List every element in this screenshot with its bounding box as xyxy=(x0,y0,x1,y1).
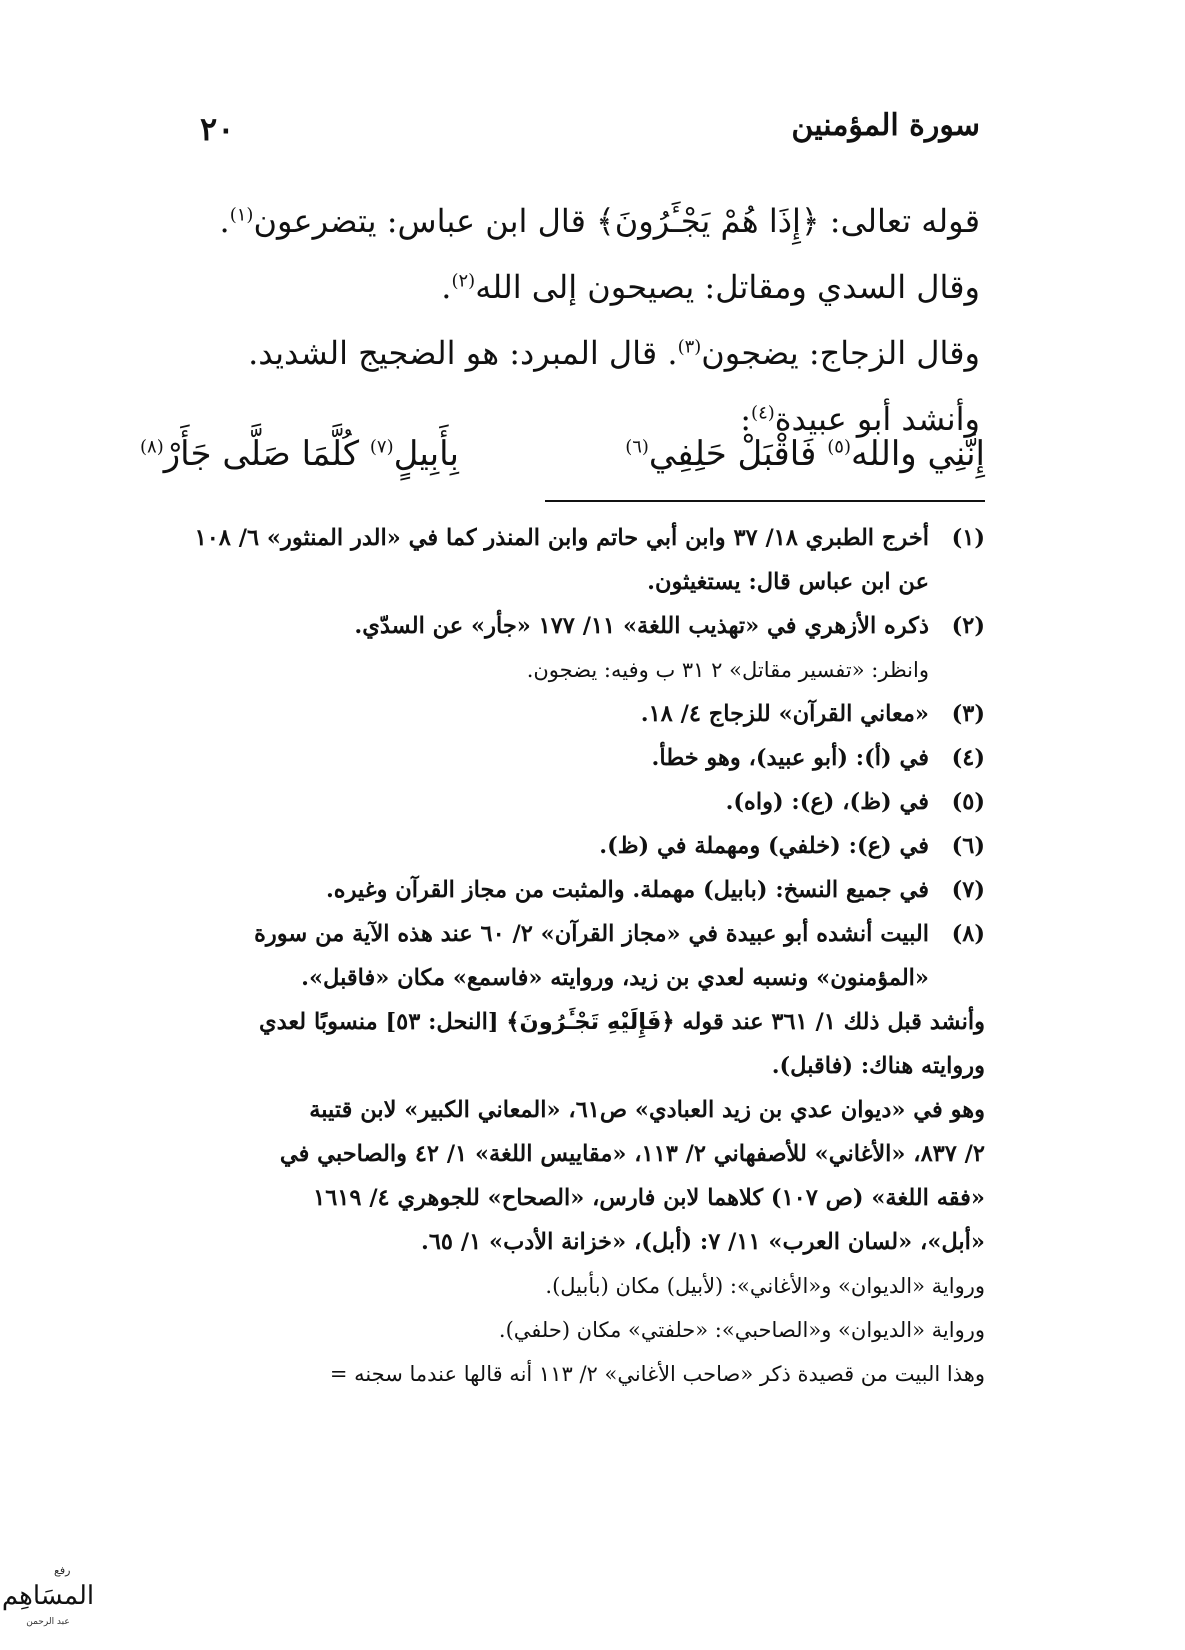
footnote-number: (٧) xyxy=(951,877,985,903)
quran-verse: ﴿إِذَا هُمْ يَجْـَٔرُونَ﴾ xyxy=(596,202,820,240)
footnote-6 xyxy=(140,824,985,868)
footnote-ref[interactable]: (٤) xyxy=(751,402,775,424)
footnote-line: «أبل»، «لسان العرب» ١١/ ٧: (أبل)، «خزانة الأدب» ١/ ٦٥. xyxy=(421,1229,985,1255)
first-hemistich xyxy=(625,434,985,474)
footnote-line: في (ع): (خلفي) ومهملة في (ظ). xyxy=(599,833,929,859)
main-line-2 xyxy=(140,254,980,320)
running-title: سورة المؤمنين xyxy=(791,108,980,143)
footnote-ref[interactable]: (٢) xyxy=(451,270,476,292)
footnote-line: البيت أنشده أبو عبيدة في «مجاز القرآن» ٢/ ٦٠ عند هذه الآية من سورة xyxy=(254,921,929,947)
page-header xyxy=(200,108,980,152)
footnote-ref[interactable]: (١) xyxy=(229,204,254,226)
footnote-line: ٢/ ٨٣٧، «الأغاني» للأصفهاني ٢/ ١١٣، «مقاييس اللغة» ١/ ٤٢ والصاحبي في xyxy=(279,1141,985,1167)
footnote-line: أخرج الطبري ١٨/ ٣٧ وابن أبي حاتم وابن المنذر كما في «الدر المنثور» ٦/ ١٠٨ xyxy=(194,525,929,551)
hemistich-text: بِأَبِيلٍ xyxy=(393,434,459,474)
footnote-7 xyxy=(140,868,985,912)
footnote-5 xyxy=(140,780,985,824)
footnote-ref[interactable]: (٣) xyxy=(677,336,702,358)
quran-verse: ﴿فَإِلَيْهِ تَجْـَٔرُونَ﴾ xyxy=(506,1009,675,1035)
footnote-number: (٨) xyxy=(951,921,985,947)
footnote-line: «فقه اللغة» (ص ١٠٧) كلاهما لابن فارس، «الصحاح» للجوهري ٤/ ١٦١٩ xyxy=(313,1185,985,1211)
page-number: ٢٠ xyxy=(200,110,235,148)
footnote-line: ورواية «الديوان» و«الأغاني»: (لأبيل) مكان (بأبيل). xyxy=(545,1274,985,1298)
footnote-8-continuation xyxy=(140,1000,985,1396)
footnote-line: وروايته هناك: (فاقبل). xyxy=(771,1053,985,1079)
footnote-separator xyxy=(545,500,985,502)
hemistich-text: فَاقْبَلْ حَلِفِي xyxy=(648,434,828,474)
footnote-number: (٥) xyxy=(951,789,985,815)
footnote-number: (٤) xyxy=(951,745,985,771)
footnote-number: (١) xyxy=(951,525,985,551)
footnote-4 xyxy=(140,736,985,780)
footnote-ref[interactable]: (٧) xyxy=(369,436,394,458)
footnote-line: وهذا البيت من قصيدة ذكر «صاحب الأغاني» ٢/ ١١٣ أنه قالها عندما سجنه = xyxy=(329,1362,985,1386)
footnote-ref[interactable]: (٥) xyxy=(827,436,851,458)
main-line-1-end: . xyxy=(219,202,230,240)
footnote-line: عن ابن عباس قال: يستغيثون. xyxy=(647,569,929,595)
footnote-text: [النحل: ٥٣] منسوبًا لعدي xyxy=(259,1009,507,1035)
footnote-number: (٦) xyxy=(951,833,985,859)
footnote-line xyxy=(140,1000,985,1044)
footnote-number: (٣) xyxy=(951,701,985,727)
main-line-4-text: وأنشد أبو عبيدة xyxy=(774,400,980,438)
publisher-logo-stamp xyxy=(1,1560,95,1632)
footnotes xyxy=(140,516,985,1396)
footnote-3 xyxy=(140,692,985,736)
footnote-1 xyxy=(140,516,985,604)
hemistich-text: إِنَّنِي والله xyxy=(850,434,985,474)
main-line-3-text-b: . قال المبرد: هو الضجيج الشديد. xyxy=(248,334,678,372)
main-line-1-text-b: قال ابن عباس: يتضرعون xyxy=(253,202,597,240)
main-line-3-text-a: وقال الزجاج: يضجون xyxy=(701,334,980,372)
footnote-line: وانظر: «تفسير مقاتل» ٢ ٣١ ب وفيه: يضجون. xyxy=(526,658,929,682)
footnote-line: «معاني القرآن» للزجاج ٤/ ١٨. xyxy=(640,701,929,727)
footnote-line: ورواية «الديوان» و«الصاحبي»: «حلفتي» مكان (حلفي). xyxy=(498,1318,985,1342)
svg-text:رفع: رفع xyxy=(54,1564,71,1577)
hemistich-text: كُلَّمَا صَلَّى جَأَرْ xyxy=(163,434,370,474)
footnote-2 xyxy=(140,604,985,692)
second-hemistich xyxy=(140,434,459,474)
main-line-3 xyxy=(140,320,980,386)
footnote-ref[interactable]: (٨) xyxy=(140,436,164,458)
main-line-2-end: . xyxy=(441,268,452,306)
footnote-line: ذكره الأزهري في «تهذيب اللغة» ١١/ ١٧٧ «جأر» عن السدّي. xyxy=(354,613,929,639)
main-line-2-text: وقال السدي ومقاتل: يصيحون إلى الله xyxy=(475,268,980,306)
main-line-1-text-a: قوله تعالى: xyxy=(819,202,980,240)
footnote-line: وهو في «ديوان عدي بن زيد العبادي» ص٦١، «المعاني الكبير» لابن قتيبة xyxy=(309,1097,985,1123)
footnote-line: في (أ): (أبو عبيد)، وهو خطأ. xyxy=(651,745,929,771)
footnote-text: وأنشد قبل ذلك ١/ ٣٦١ عند قوله xyxy=(674,1009,985,1035)
main-text xyxy=(140,188,980,452)
footnote-line: في جميع النسخ: (بابيل) مهملة. والمثبت من مجاز القرآن وغيره. xyxy=(325,877,929,903)
footnote-line: «المؤمنون» ونسبه لعدي بن زيد، وروايته «فاسمع» مكان «فاقبل». xyxy=(301,965,929,991)
svg-text:المسَاهِم: المسَاهِم xyxy=(1,1581,95,1611)
footnote-8 xyxy=(140,912,985,1000)
footnote-number: (٢) xyxy=(951,613,985,639)
main-line-1 xyxy=(140,188,980,254)
footnote-ref[interactable]: (٦) xyxy=(625,436,649,458)
main-line-4-end: : xyxy=(740,400,752,438)
poem-verse xyxy=(140,434,985,498)
footnote-line: في (ظ)، (ع): (واه). xyxy=(725,789,929,815)
svg-text:عبد الرحمن: عبد الرحمن xyxy=(26,1617,70,1627)
